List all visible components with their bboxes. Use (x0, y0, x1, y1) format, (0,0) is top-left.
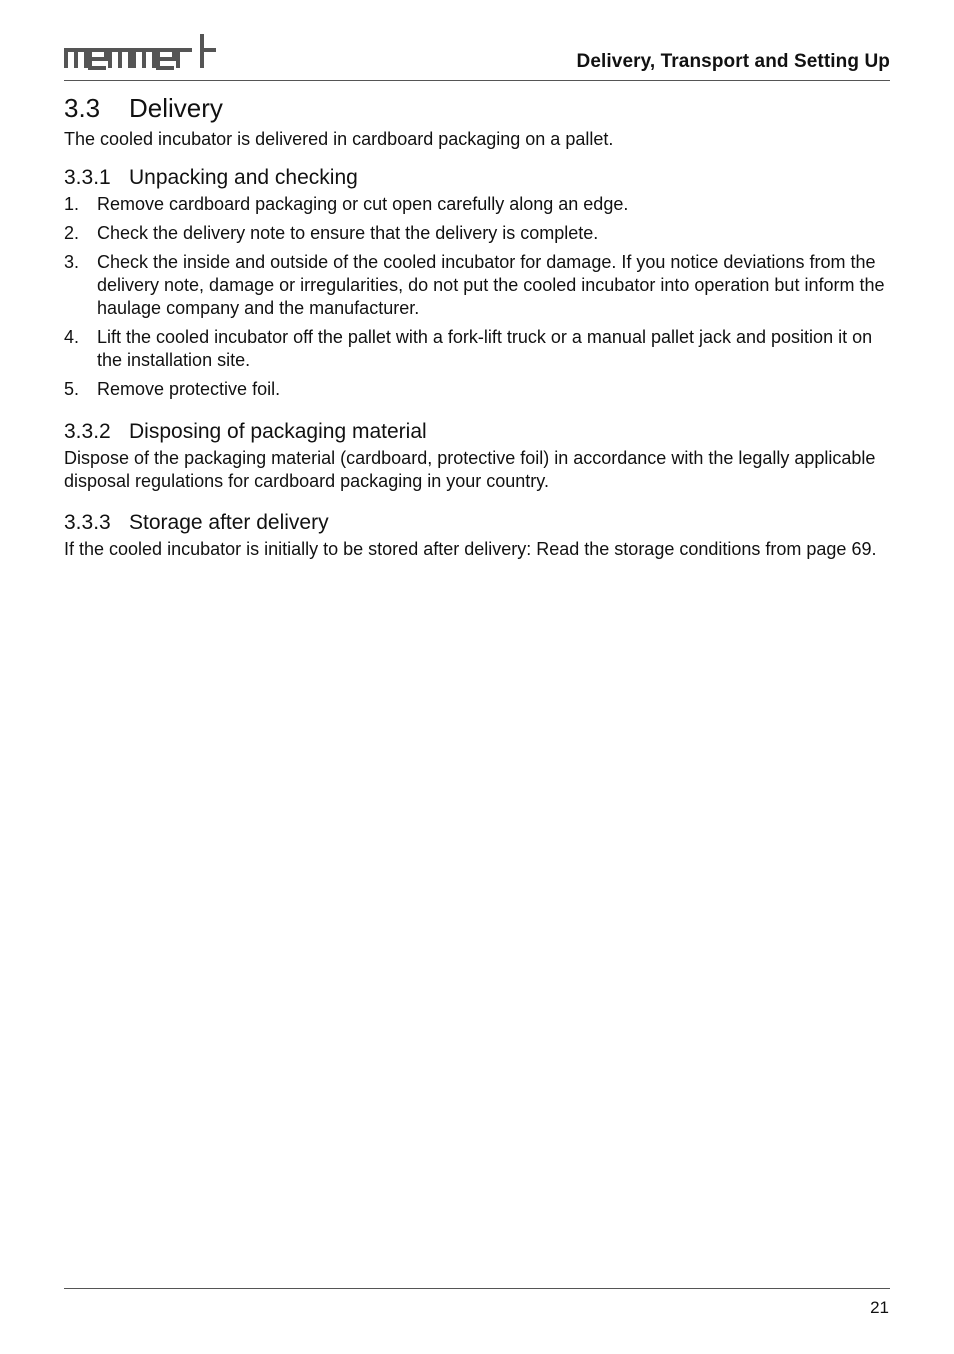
step-text: Lift the cooled incubator off the pallet with a fork-lift truck or a manual pallet jack and position it on the installation site. (97, 327, 873, 370)
section-intro: The cooled incubator is delivered in cardboard packaging on a pallet. (64, 129, 614, 149)
storage-paragraph: If the cooled incubator is initially to be stored after delivery: Read the storage conditions from page 69. (64, 539, 877, 559)
subsection-title: Unpacking and checking (129, 166, 358, 189)
disposal-paragraph: Dispose of the packaging material (cardboard, protective foil) in accordance with the legally applicable disposal regulations for cardboard packaging in your country. (64, 448, 876, 491)
page-content (64, 88, 890, 561)
section-number: 3.3 (64, 93, 101, 123)
section-title: Delivery (129, 93, 223, 123)
subsection-heading-unpacking (64, 163, 890, 193)
step-number: 2. (64, 223, 80, 243)
step-text: Remove cardboard packaging or cut open carefully along an edge. (97, 194, 629, 214)
list-item (64, 222, 890, 245)
page-header (64, 28, 890, 81)
footer-divider (64, 1288, 890, 1289)
list-item (64, 378, 890, 401)
subsection-title: Disposing of packaging material (129, 420, 427, 443)
unpacking-steps-list (64, 193, 890, 401)
chapter-title: Delivery, Transport and Setting Up (576, 51, 890, 72)
subsection-number: 3.3.1 (64, 166, 111, 189)
step-number: 5. (64, 379, 80, 399)
subsection-number: 3.3.2 (64, 420, 111, 443)
list-item (64, 193, 890, 216)
subsection-title: Storage after delivery (129, 511, 329, 534)
subsection-number: 3.3.3 (64, 511, 111, 534)
step-text: Check the delivery note to ensure that the delivery is complete. (97, 223, 599, 243)
section-heading (64, 88, 890, 128)
step-text: Remove protective foil. (97, 379, 281, 399)
subsection-heading-storage (64, 508, 890, 538)
step-text: Check the inside and outside of the cooled incubator for damage. If you notice deviations from the delivery note, damage or irregularities, do not put the cooled incubator into operation but inform the haulage company and the manufacturer. (97, 252, 885, 318)
step-number: 3. (64, 252, 80, 272)
list-item (64, 251, 890, 320)
step-number: 4. (64, 327, 80, 347)
memmert-logo (64, 32, 216, 72)
list-item (64, 326, 890, 372)
step-number: 1. (64, 194, 80, 214)
subsection-heading-disposing (64, 417, 890, 447)
page-number: 21 (870, 1298, 889, 1317)
